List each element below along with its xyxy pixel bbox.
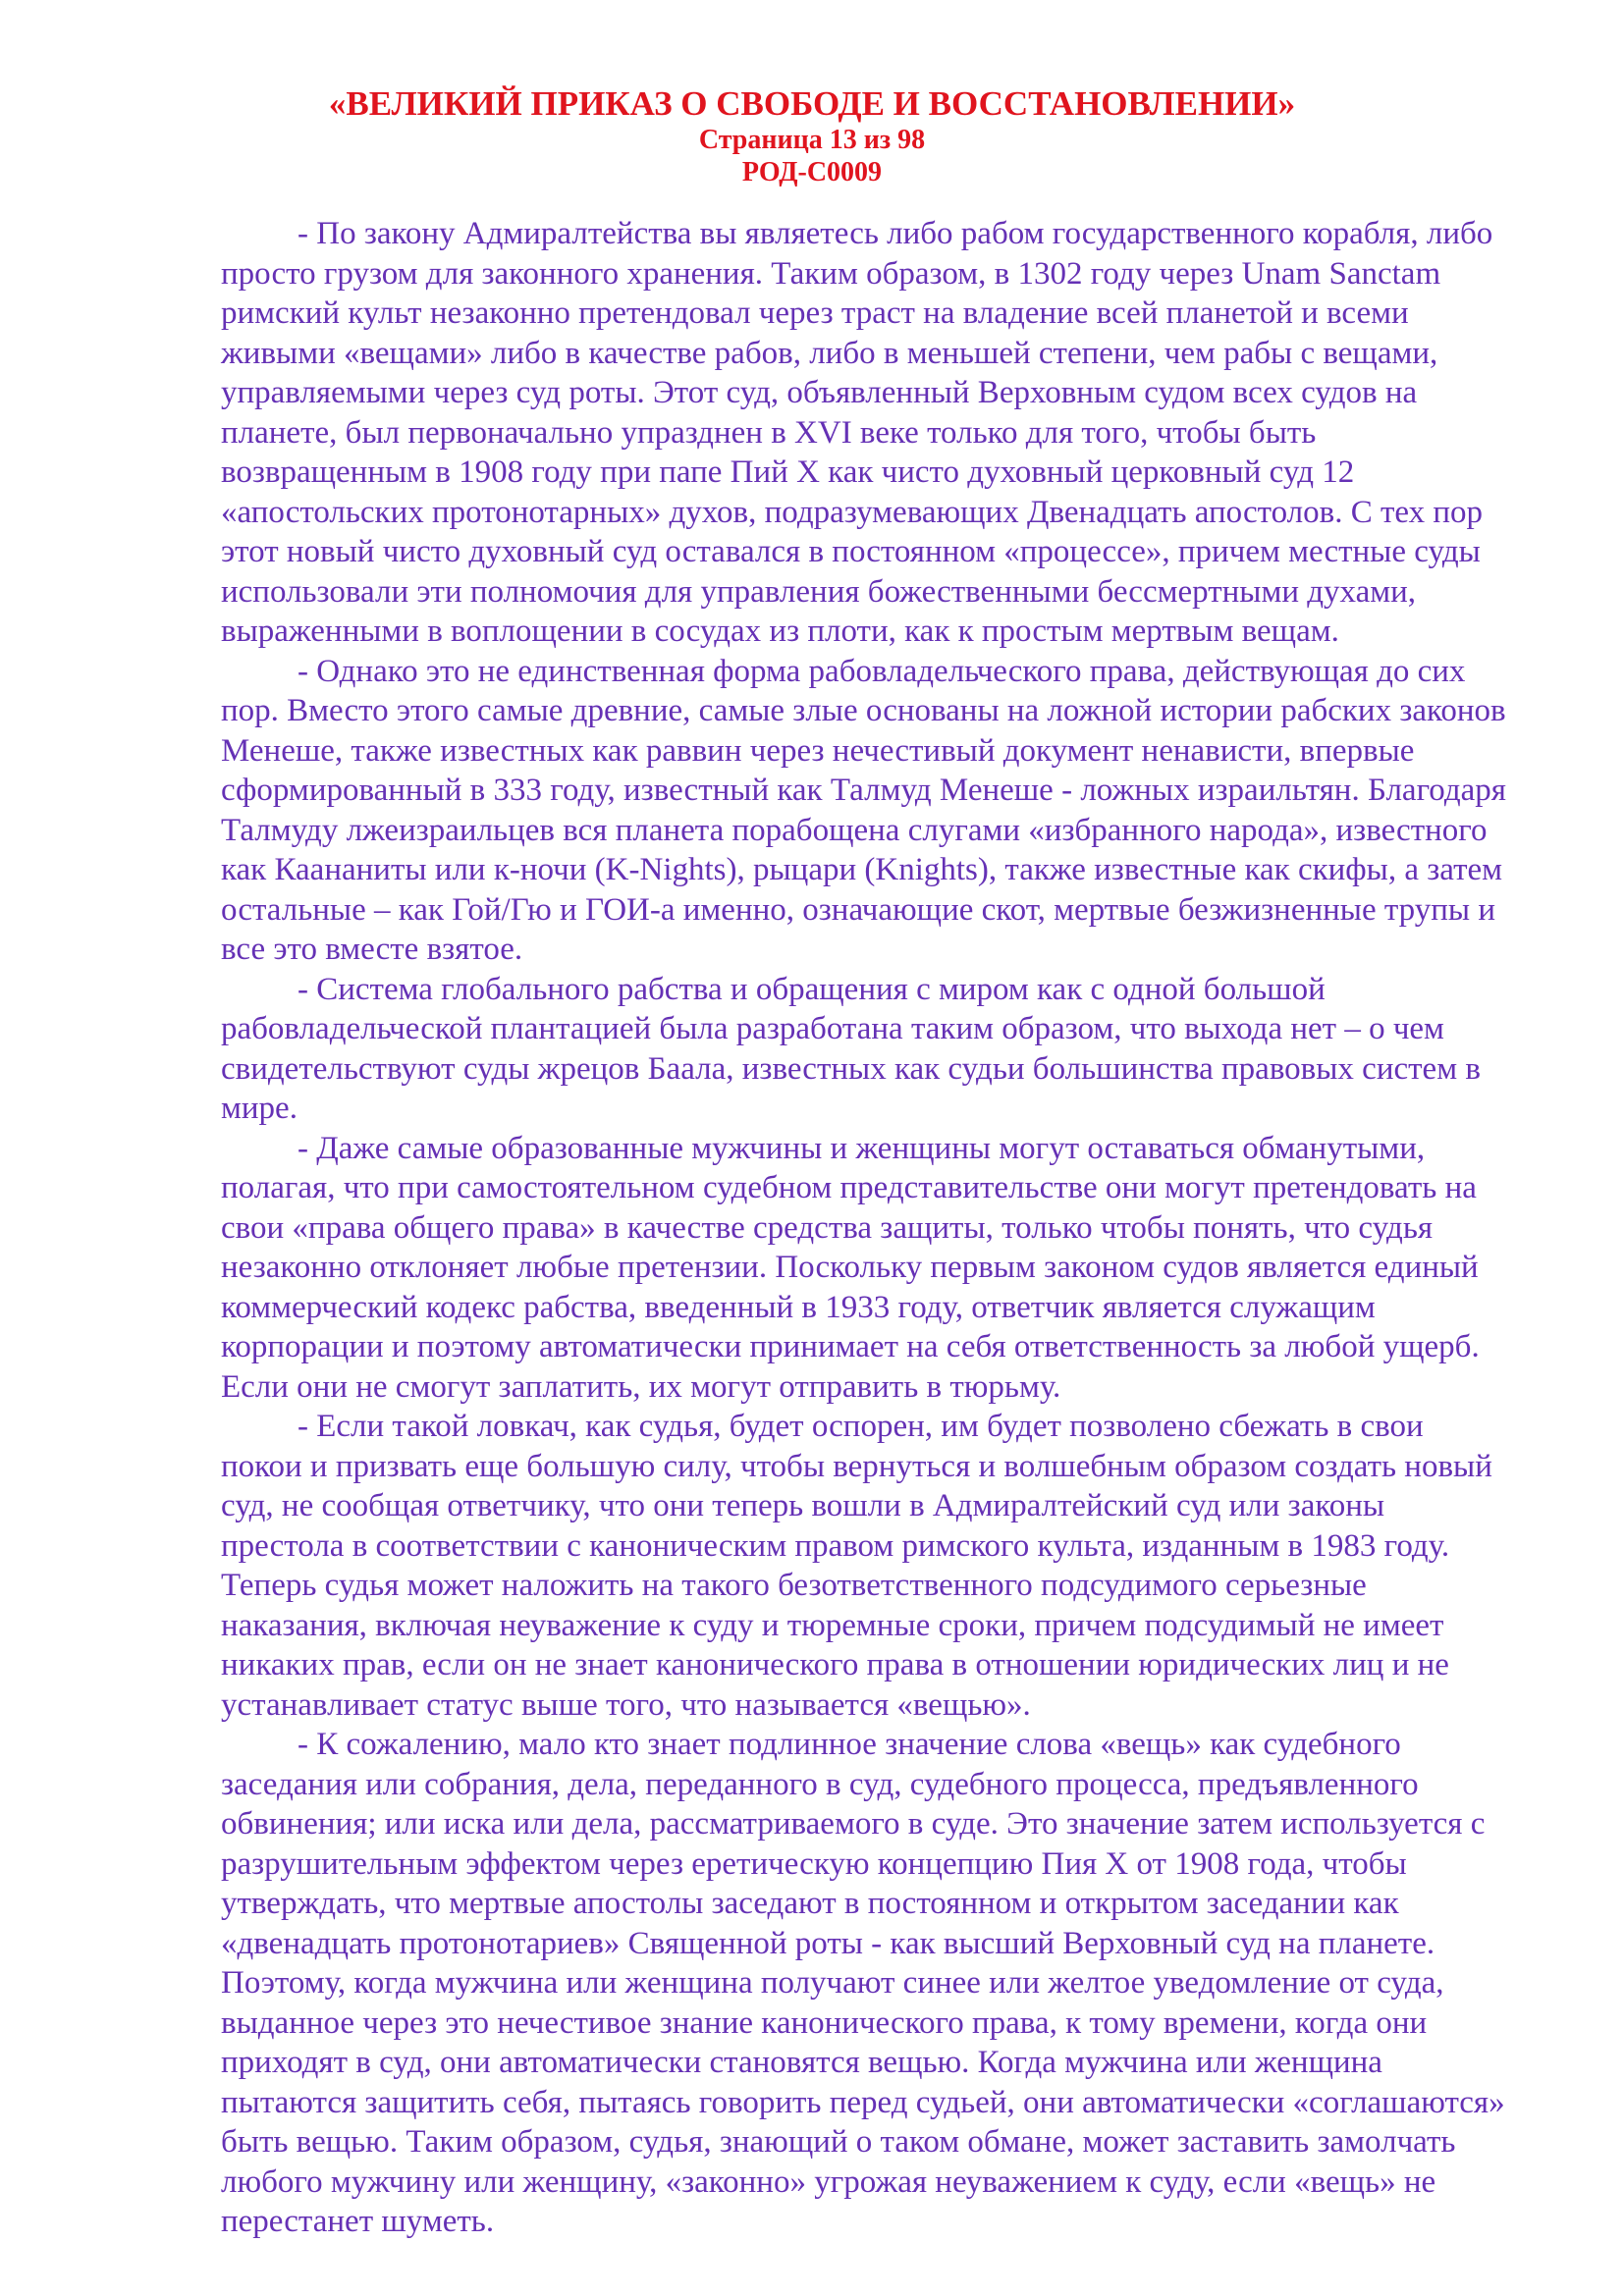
- document-body: [221, 214, 1507, 2242]
- page-number: Страница 13 из 98: [698, 125, 926, 155]
- paragraph-judge-challenged: - Если такой ловкач, как судья, будет оспорен, им будет позволено сбежать в свои покои и призвать еще большую силу, чтобы вернуться и волшебным образом создать новый суд, не сообщая ответчику, что они теперь вошли в Адмиралтейский суд или законы престола в соответствии с каноническим правом римского культа, изданным в 1983 году. Теперь судья может наложить на такого безответственного подсудимого серьезные наказания, включая неуважение к суду и тюремные сроки, причем подсудимый не имеет никаких прав, если он не знает канонического права в отношении юридических лиц и не устанавливает статус выше того, что называется «вещью».: [221, 1409, 1492, 1723]
- paragraph-global-slavery-system: - Система глобального рабства и обращения с миром как с одной большой рабовладельческой плантацией была разработана таким образом, что выхода нет – о чем свидетельствуют суды жрецов Баала, известных как судьи большинства правовых систем в мире.: [221, 971, 1481, 1126]
- paragraph-slavery-law-forms: - Однако это не единственная форма рабовладельческого права, действующая до сих пор. Вместо этого самые древние, самые злые основаны на ложной истории рабских законов Менеше, также известных как раввин через нечестивый документ ненависти, впервые сформированный в 333 году, известный как Талмуд Менеше - ложных израильтян. Благодаря Талмуду лжеизраильцев вся планета порабощена слугами «избранного народа», известного как Каананиты или к-ночи (K-Nights), рыцари (Knights), также известные как скифы, а затем остальные – как Гой/Гю и ГОИ-а именно, означающие скот, мертвые безжизненные трупы и все это вместе взятое.: [221, 653, 1506, 967]
- paragraph-educated-deceived: - Даже самые образованные мужчины и женщины могут оставаться обманутыми, полагая, что при самостоятельном судебном представительстве они могут претендовать на свои «права общего права» в качестве средства защиты, только чтобы понять, что судья незаконно отклоняет любые претензии. Поскольку первым законом судов является единый коммерческий кодекс рабства, введенный в 1933 году, ответчик является служащим корпорации и поэтому автоматически принимает на себя ответственность за любой ущерб. Если они не смогут заплатить, их могут отправить в тюрьму.: [221, 1130, 1480, 1405]
- document-code: РОД-С0009: [741, 157, 883, 187]
- document-title: «ВЕЛИКИЙ ПРИКАЗ О СВОБОДЕ И ВОССТАНОВЛЕНИИ»: [328, 84, 1296, 123]
- paragraph-meaning-of-thing: - К сожалению, мало кто знает подлинное значение слова «вещь» как судебного заседания или собрания, дела, переданного в суд, судебного процесса, предъявленного обвинения; или иска или дела, рассматриваемого в суде. Это значение затем используется с разрушительным эффектом через еретическую концепцию Пия X от 1908 года, чтобы утверждать, что мертвые апостолы заседают в постоянном и открытом заседании как «двенадцать протонотариев» Священной роты - как высший Верховный суд на планете. Поэтому, когда мужчина или женщина получают синее или желтое уведомление от суда, выданное через это нечестивое знание канонического права, к тому времени, когда они приходят в суд, они автоматически становятся вещью. Когда мужчина или женщина пытаются защитить себя, пытаясь говорить перед судьей, они автоматически «соглашаются» быть вещью. Таким образом, судья, знающий о таком обмане, может заставить замолчать любого мужчину или женщину, «законно» угрожая неуважением к суду, если «вещь» не перестанет шуметь.: [221, 1727, 1505, 2239]
- paragraph-admiralty-law: - По закону Адмиралтейства вы являетесь либо рабом государственного корабля, либо просто грузом для законного хранения. Таким образом, в 1302 году через Unam Sanctam римский культ незаконно претендовал через траст на владение всей планетой и всеми живыми «вещами» либо в качестве рабов, либо в меньшей степени, чем рабы с вещами, управляемыми через суд роты. Этот суд, объявленный Верховным судом всех судов на планете, был первоначально упразднен в XVI веке только для того, чтобы быть возвращенным в 1908 году при папе Пий X как чисто духовный церковный суд 12 «апостольских протонотарных» духов, подразумевающих Двенадцать апостолов. С тех пор этот новый чисто духовный суд оставался в постоянном «процессе», причем местные суды использовали эти полномочия для управления божественными бессмертными духами, выраженными в воплощении в сосудах из плоти, как к простым мертвым вещам.: [221, 216, 1493, 649]
- document-header: [0, 0, 1624, 188]
